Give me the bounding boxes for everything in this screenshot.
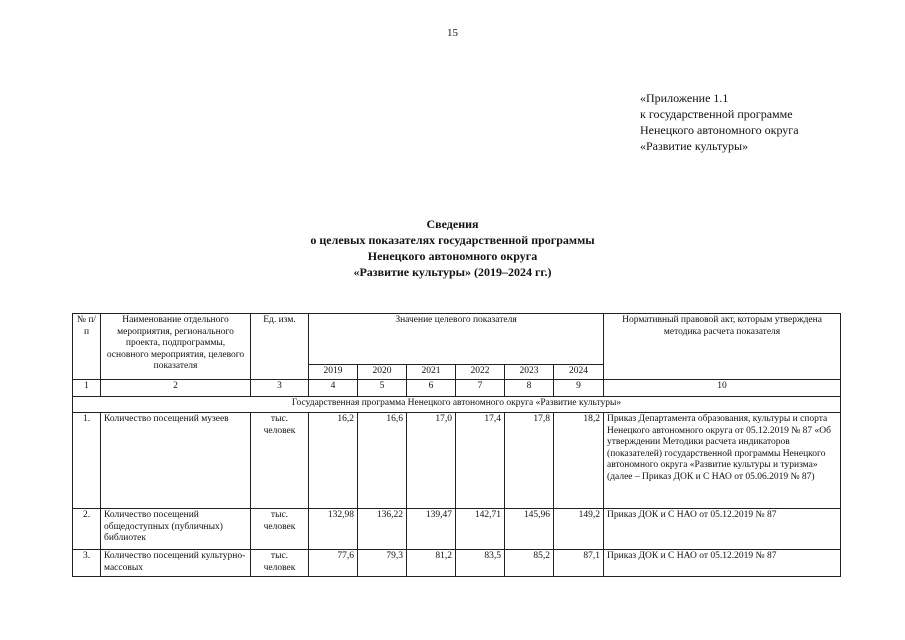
row-act: Приказ Департамента образования, культуры и спорта Ненецкого автономного округа от 05.12.2019 № 87 «Об утверждении Методики расчета индикаторов (показателей) государственной программы Ненецкого автономного округа «Развитие культуры и туризма» (далее – Приказ ДОК и С НАО от 05.06.2019 № 87) (604, 413, 841, 509)
document-title (0, 216, 905, 280)
row-num: 2. (73, 509, 101, 550)
row-unit: тыс. человек (251, 509, 309, 550)
appendix-line: к государственной программе (640, 107, 793, 121)
year-cell: 2023 (505, 365, 554, 380)
appendix-line: «Развитие культуры» (640, 139, 749, 153)
row-unit: тыс. человек (251, 550, 309, 577)
title-line: Сведения (426, 217, 479, 231)
column-number: 4 (309, 380, 358, 397)
column-number: 6 (407, 380, 456, 397)
row-value: 85,2 (505, 550, 554, 577)
column-number: 5 (358, 380, 407, 397)
appendix-note (640, 90, 799, 154)
appendix-line: Ненецкого автономного округа (640, 123, 799, 137)
year-cell: 2024 (554, 365, 604, 380)
row-value: 136,22 (358, 509, 407, 550)
row-value: 149,2 (554, 509, 604, 550)
column-number-row (73, 380, 841, 397)
year-cell: 2020 (358, 365, 407, 380)
row-name: Количество посещений общедоступных (публичных) библиотек (101, 509, 251, 550)
appendix-line: «Приложение 1.1 (640, 91, 729, 105)
row-value: 87,1 (554, 550, 604, 577)
column-number: 8 (505, 380, 554, 397)
header-act: Нормативный правовой акт, которым утверждена методика расчета показателя (604, 314, 841, 380)
row-value: 83,5 (456, 550, 505, 577)
column-number: 2 (101, 380, 251, 397)
row-value: 145,96 (505, 509, 554, 550)
indicators-table (72, 313, 841, 577)
table-row (73, 413, 841, 509)
year-cell: 2019 (309, 365, 358, 380)
header-row (73, 314, 841, 365)
column-number: 10 (604, 380, 841, 397)
row-value: 81,2 (407, 550, 456, 577)
row-name: Количество посещений музеев (101, 413, 251, 509)
row-act: Приказ ДОК и С НАО от 05.12.2019 № 87 (604, 550, 841, 577)
header-value: Значение целевого показателя (309, 314, 604, 365)
title-line: «Развитие культуры» (2019–2024 гг.) (353, 265, 552, 279)
section-row (73, 397, 841, 413)
row-value: 79,3 (358, 550, 407, 577)
column-number: 1 (73, 380, 101, 397)
year-cell: 2021 (407, 365, 456, 380)
row-unit: тыс. человек (251, 413, 309, 509)
header-unit: Ед. изм. (251, 314, 309, 380)
header-num: № п/п (73, 314, 101, 380)
section-title: Государственная программа Ненецкого автономного округа «Развитие культуры» (73, 397, 841, 413)
title-line: о целевых показателях государственной программы (310, 233, 595, 247)
row-value: 17,8 (505, 413, 554, 509)
row-value: 18,2 (554, 413, 604, 509)
title-line: Ненецкого автономного округа (367, 249, 538, 263)
row-value: 17,0 (407, 413, 456, 509)
table-row (73, 550, 841, 577)
row-name: Количество посещений культурно-массовых (101, 550, 251, 577)
row-value: 16,6 (358, 413, 407, 509)
column-number: 9 (554, 380, 604, 397)
row-value: 142,71 (456, 509, 505, 550)
row-value: 77,6 (309, 550, 358, 577)
row-value: 139,47 (407, 509, 456, 550)
column-number: 7 (456, 380, 505, 397)
row-num: 3. (73, 550, 101, 577)
row-num: 1. (73, 413, 101, 509)
year-cell: 2022 (456, 365, 505, 380)
header-name: Наименование отдельного мероприятия, регионального проекта, подпрограммы, основного мероприятия, целевого показателя (101, 314, 251, 380)
column-number: 3 (251, 380, 309, 397)
row-value: 17,4 (456, 413, 505, 509)
row-act: Приказ ДОК и С НАО от 05.12.2019 № 87 (604, 509, 841, 550)
table-row (73, 509, 841, 550)
row-value: 16,2 (309, 413, 358, 509)
row-value: 132,98 (309, 509, 358, 550)
page-number: 15 (447, 27, 458, 39)
